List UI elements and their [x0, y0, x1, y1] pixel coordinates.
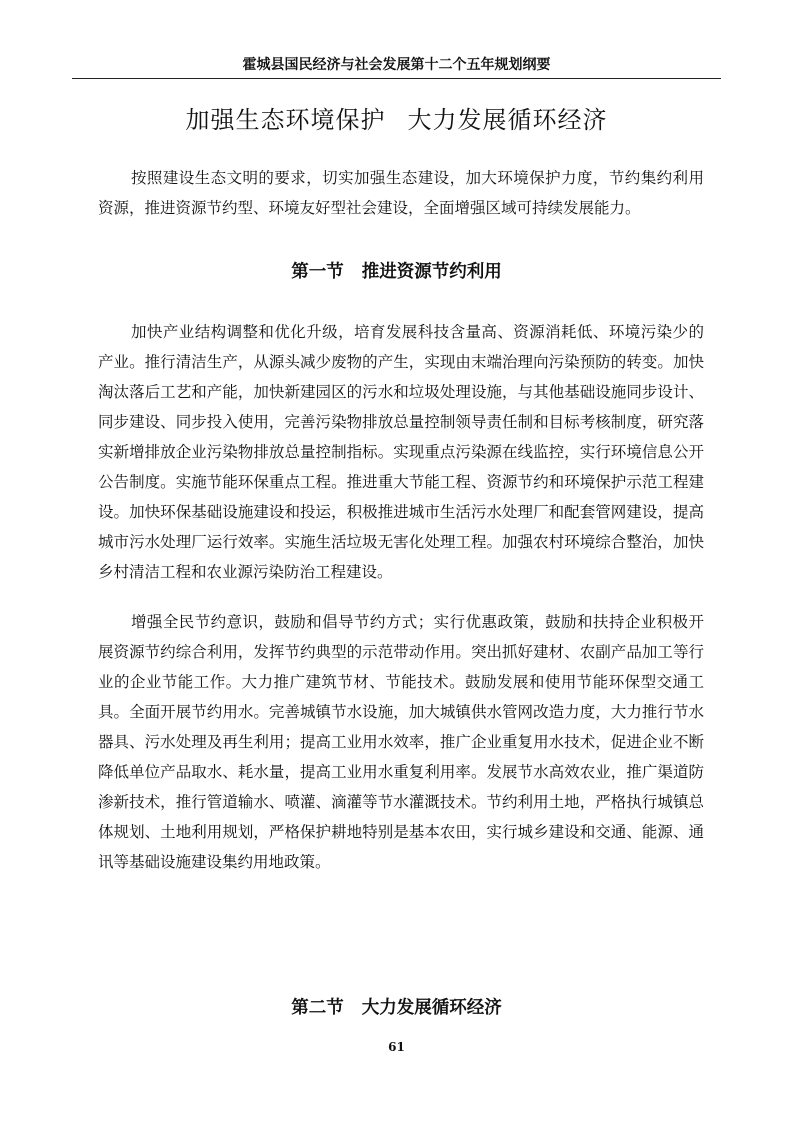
section-2-label: 第二节: [291, 998, 344, 1018]
section-1-heading: [0, 258, 793, 283]
header-rule: [72, 78, 721, 79]
section-2-title: 大力发展循环经济: [361, 998, 502, 1018]
section-2-heading: [0, 994, 793, 1019]
section-1-label: 第一节: [291, 262, 344, 282]
chapter-title-part2: 大力发展循环经济: [407, 106, 608, 134]
running-header: 霍城县国民经济与社会发展第十二个五年规划纲要: [242, 57, 551, 73]
section-1-paragraph-2: 增强全民节约意识，鼓励和倡导节约方式；实行优惠政策，鼓励和扶持企业积极开展资源节约综合利用，发挥节约典型的示范带动作用。突出抓好建材、农副产品加工等行业的企业节能工作。大力推广建筑节材、节能技术。鼓励发展和使用节能环保型交通工具。全面开展节约用水。完善城镇节水设施，加大城镇供水管网改造力度，大力推行节水器具、污水处理及再生利用；提高工业用水效率，推广企业重复用水技术，促进企业不断降低单位产品取水、耗水量，提高工业用水重复利用率。发展节水高效农业，推广渠道防渗新技术，推行管道输水、喷灌、滴灌等节水灌溉技术。节约利用土地，严格执行城镇总体规划、土地利用规划，严格保护耕地特别是基本农田，实行城乡建设和交通、能源、通讯等基础设施建设集约用地政策。: [98, 613, 704, 871]
intro-paragraph: 按照建设生态文明的要求，切实加强生态建设，加大环境保护力度，节约集约利用资源，推进资源节约型、环境友好型社会建设，全面增强区域可持续发展能力。: [98, 169, 704, 217]
chapter-title-part1: 加强生态环境保护: [185, 106, 386, 134]
chapter-title: [0, 100, 793, 135]
section-1-paragraph-1: 加快产业结构调整和优化升级，培育发展科技含量高、资源消耗低、环境污染少的产业。推行清洁生产，从源头减少废物的产生，实现由末端治理向污染预防的转变。加快淘汰落后工艺和产能，加快新建园区的污水和垃圾处理设施，与其他基础设施同步设计、同步建设、同步投入使用，完善污染物排放总量控制领导责任制和目标考核制度，研究落实新增排放企业污染物排放总量控制指标。实现重点污染源在线监控，实行环境信息公开公告制度。实施节能环保重点工程。推进重大节能工程、资源节约和环境保护示范工程建设。加快环保基础设施建设和投运，积极推进城市生活污水处理厂和配套管网建设，提高城市污水处理厂运行效率。实施生活垃圾无害化处理工程。加强农村环境综合整治，加快乡村清洁工程和农业源污染防治工程建设。: [98, 323, 704, 581]
page-number: 61: [388, 1040, 405, 1054]
section-1-title: 推进资源节约利用: [361, 262, 502, 282]
